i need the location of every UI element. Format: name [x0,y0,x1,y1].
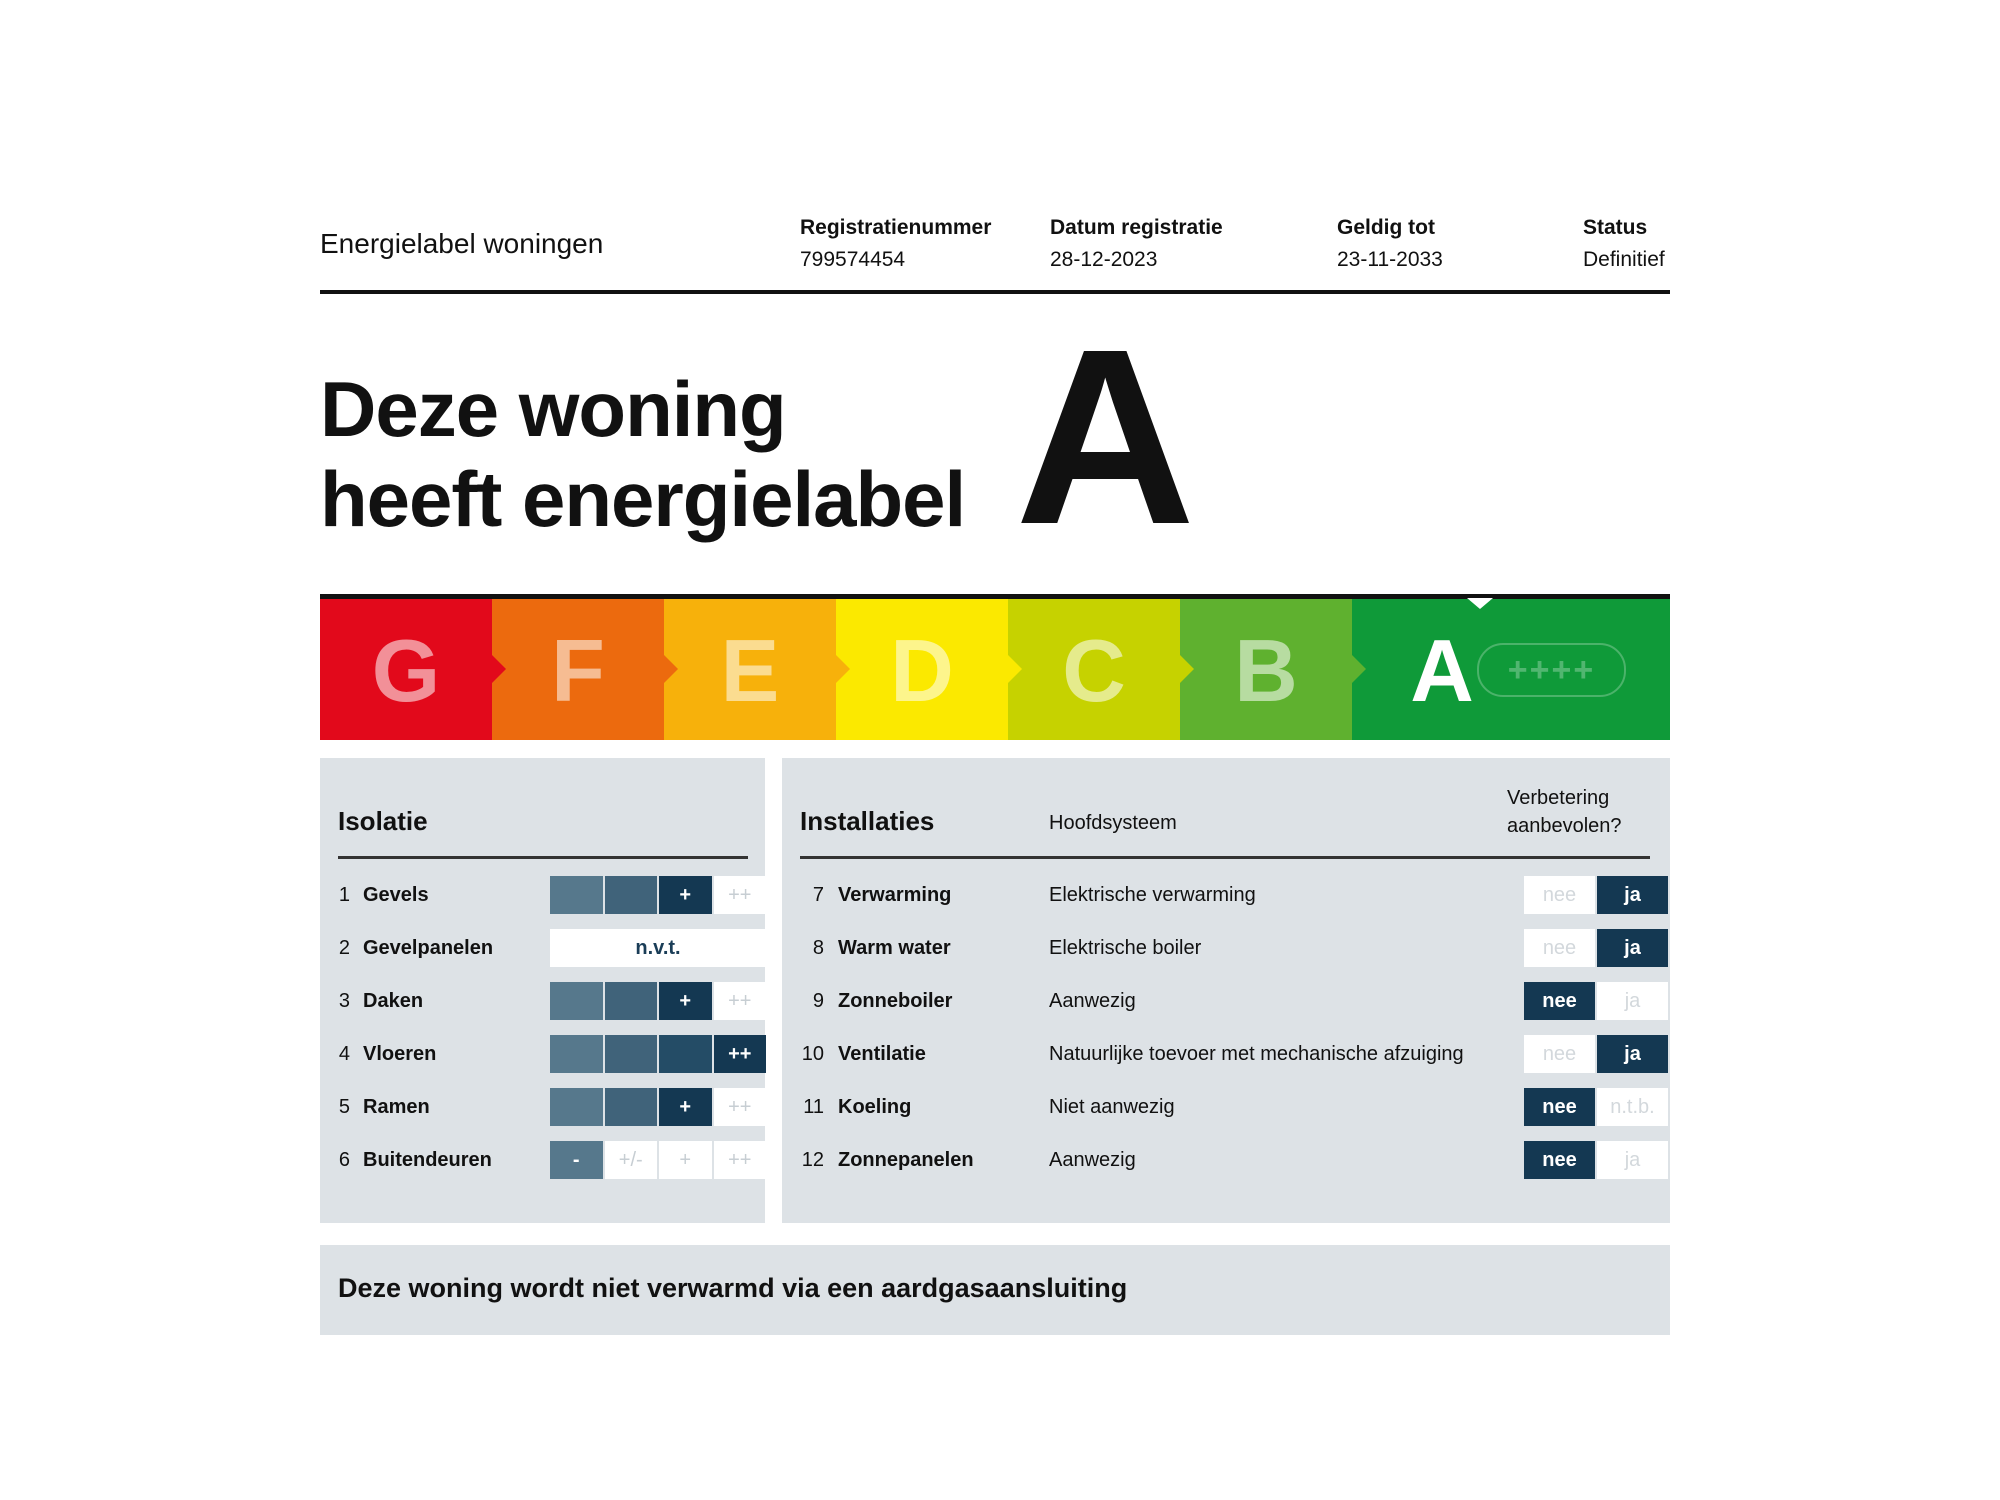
row-name: Gevelpanelen [363,937,494,959]
rating-cell: - [550,1141,603,1179]
row-number: 4 [338,1043,350,1065]
headline-line-1: Deze woning [320,365,786,453]
band-letter: D [890,621,954,720]
improvement-header-line-1: Verbetering [1507,787,1610,809]
improvement-yes: ja [1597,1141,1668,1179]
improvement-indicator [1524,1035,1668,1073]
row-number: 12 [801,1149,824,1171]
rating-cell: + [659,982,712,1020]
energy-band-f [492,599,664,740]
improvement-yes: n.t.b. [1597,1088,1668,1126]
main-system-value: Natuurlijke toevoer met mechanische afzuiging [1049,1043,1464,1065]
row-name: Daken [363,990,424,1012]
band-arrow [1352,655,1366,683]
meta-label: Status [1583,216,1648,239]
rating-cell: ++ [714,1035,767,1073]
improvement-no: nee [1524,929,1595,967]
improvement-no: nee [1524,1035,1595,1073]
improvement-header-line-2: aanbevolen? [1507,815,1622,837]
improvement-yes: ja [1597,876,1668,914]
band-arrow [492,655,506,683]
row-name: Warm water [838,937,951,959]
main-system-value: Elektrische verwarming [1049,884,1256,906]
row-number: 7 [812,884,824,906]
insulation-row [338,982,752,1020]
main-system-value: Elektrische boiler [1049,937,1202,959]
main-system-value: Aanwezig [1049,990,1136,1012]
gas-connection-note [320,1245,1670,1335]
band-arrow [1008,655,1022,683]
rating-cells [550,1088,766,1126]
insulation-row [338,1035,752,1073]
rating-cell [550,876,603,914]
insulation-panel [320,758,765,1223]
row-number: 2 [338,937,350,959]
improvement-yes: ja [1597,1035,1668,1073]
meta-registration-date [1050,216,1223,272]
row-name: Verwarming [838,884,952,906]
main-system-value: Niet aanwezig [1049,1096,1175,1118]
scale-bands [320,599,1670,740]
insulation-title: Isolatie [338,806,428,836]
not-applicable-value: n.v.t. [550,929,766,967]
improvement-header [1507,784,1622,840]
rating-cells [550,982,766,1020]
improvement-yes: ja [1597,929,1668,967]
band-letter: F [551,621,605,720]
improvement-no: nee [1524,1141,1595,1179]
row-number: 5 [338,1096,350,1118]
meta-value: 28-12-2023 [1050,248,1158,271]
row-name: Buitendeuren [363,1149,492,1171]
row-number: 10 [801,1043,824,1065]
energy-band-e [664,599,836,740]
improvement-indicator [1524,929,1668,967]
meta-status [1583,216,1665,272]
improvement-no: nee [1524,876,1595,914]
improvement-indicator [1524,982,1668,1020]
energy-band-b [1180,599,1352,740]
insulation-row [338,876,752,914]
installation-row [800,982,1670,1020]
band-arrow [664,655,678,683]
improvement-indicator [1524,1141,1668,1179]
energy-label-letter: A [1015,297,1196,576]
rating-cell [605,1035,658,1073]
installation-row [800,929,1670,967]
gas-connection-text: Deze woning wordt niet verwarmd via een aardgasaansluiting [338,1273,1128,1303]
row-number: 1 [338,884,350,906]
selected-marker-inner [1467,598,1493,609]
band-letter: C [1062,621,1126,720]
rating-cell: ++ [714,1088,767,1126]
energy-band-a [1352,599,1670,740]
document-header [320,200,1670,294]
installations-title: Installaties [800,806,935,836]
row-number: 8 [812,937,824,959]
rating-cell [550,1035,603,1073]
rating-cell [550,1088,603,1126]
headline-line-2: heeft energielabel [320,455,966,543]
insulation-row [338,1088,752,1126]
band-letter: E [720,621,780,720]
energy-band-c [1008,599,1180,740]
row-number: 9 [812,990,824,1012]
improvement-indicator [1524,876,1668,914]
energy-label-document [320,200,1670,1303]
band-letter: B [1234,621,1298,720]
plus-indicator: ++++ [1477,643,1626,697]
installations-panel [782,758,1670,1223]
row-name: Ventilatie [838,1043,926,1065]
rating-cell: + [659,1088,712,1126]
meta-value: 799574454 [800,248,906,271]
rating-cell [659,1035,712,1073]
rating-cell: + [659,1141,712,1179]
meta-label: Datum registratie [1050,216,1223,239]
rating-cells [550,876,766,914]
energy-scale [320,594,1670,744]
rating-cell: ++ [714,876,767,914]
installation-row [800,1088,1670,1126]
row-number: 3 [338,990,350,1012]
band-letter: G [371,621,441,720]
rating-cell: ++ [714,1141,767,1179]
rating-cell [550,982,603,1020]
energy-band-g [320,599,492,740]
main-system-header: Hoofdsysteem [1049,812,1177,834]
meta-label: Registratienummer [800,216,992,239]
installation-row [800,876,1670,914]
row-name: Zonneboiler [838,990,953,1012]
row-name: Zonnepanelen [838,1149,974,1171]
rating-cell: +/- [605,1141,658,1179]
row-number: 11 [803,1096,824,1118]
improvement-yes: ja [1597,982,1668,1020]
improvement-no: nee [1524,1088,1595,1126]
rating-cell: + [659,876,712,914]
headline [320,294,1670,594]
insulation-divider [338,856,748,859]
meta-value: Definitief [1583,248,1665,271]
meta-valid-until [1337,216,1443,272]
installation-row [800,1141,1670,1179]
headline-text [320,364,965,544]
meta-registration-number [800,216,991,272]
row-name: Vloeren [363,1043,437,1065]
rating-cells [550,1035,766,1073]
installations-divider [800,856,1650,859]
band-letter: A [1410,621,1474,720]
detail-panels [320,758,1670,1233]
rating-cell: ++ [714,982,767,1020]
rating-cell [605,1088,658,1126]
main-system-value: Aanwezig [1049,1149,1136,1171]
improvement-indicator [1524,1088,1668,1126]
document-title: Energielabel woningen [320,228,604,259]
installation-row [800,1035,1670,1073]
row-name: Gevels [363,884,429,906]
row-name: Koeling [838,1096,912,1118]
rating-cells [550,1141,766,1179]
improvement-no: nee [1524,982,1595,1020]
band-arrow [836,655,850,683]
meta-value: 23-11-2033 [1337,248,1443,271]
band-arrow [1180,655,1194,683]
energy-band-d [836,599,1008,740]
insulation-row [338,1141,752,1179]
meta-label: Geldig tot [1337,216,1435,239]
row-name: Ramen [363,1096,430,1118]
insulation-row [338,929,748,967]
rating-cell [605,876,658,914]
row-number: 6 [338,1149,350,1171]
rating-cell [605,982,658,1020]
